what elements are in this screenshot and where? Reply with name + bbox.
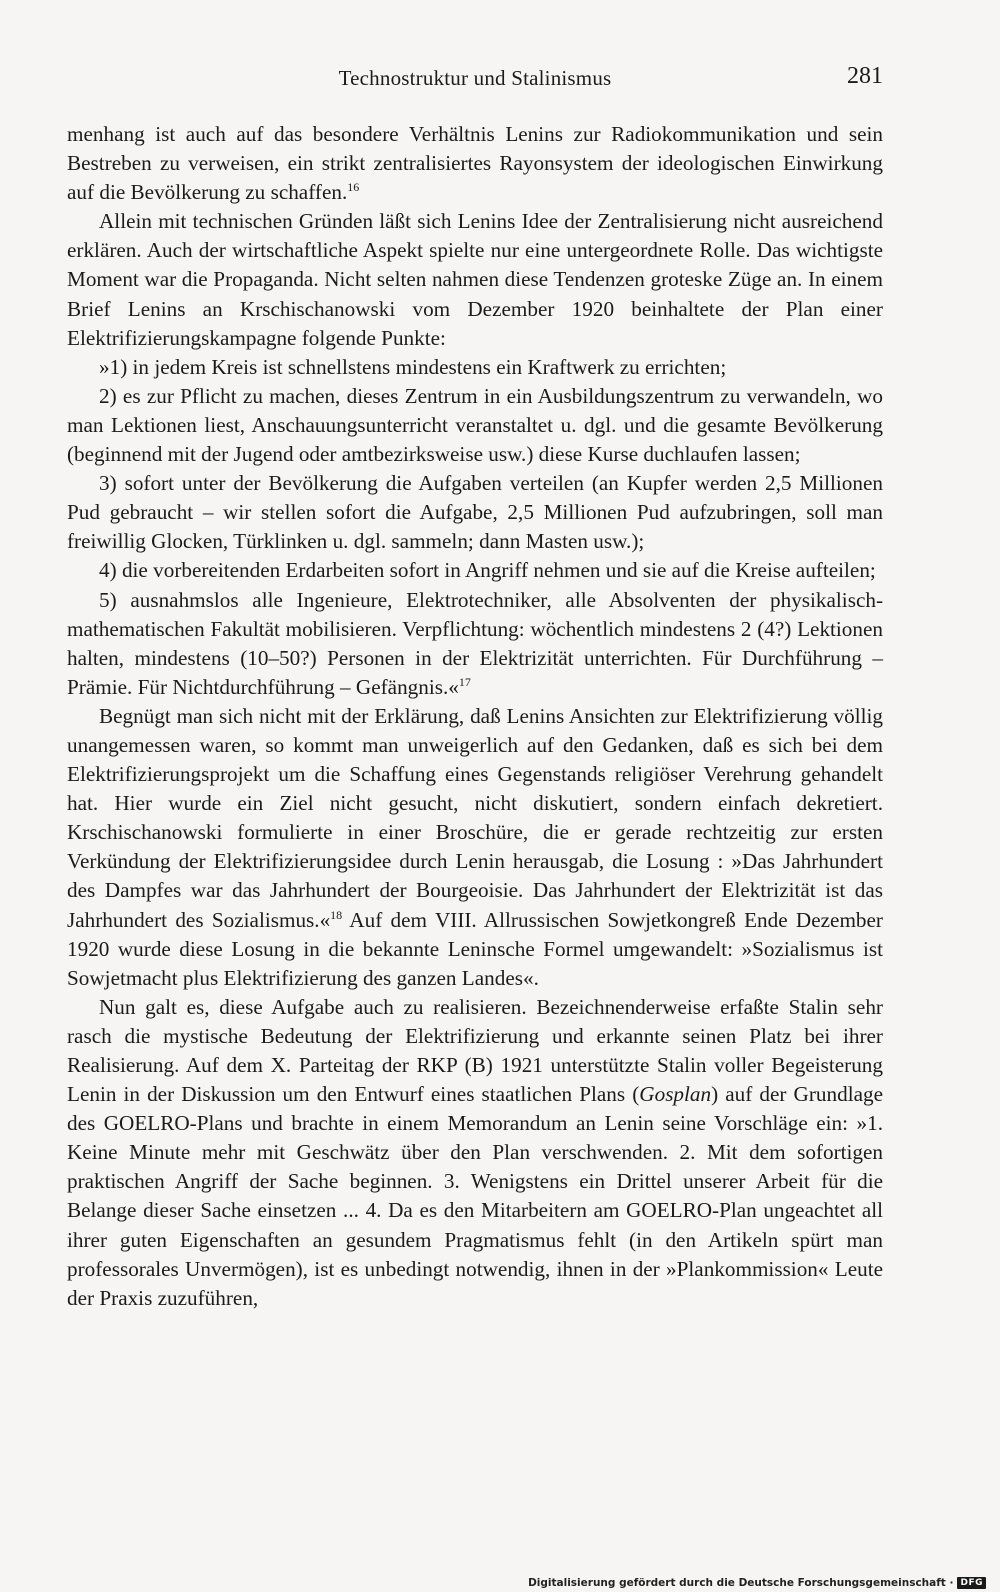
digitization-credit <box>528 1577 986 1589</box>
page-number: 281 <box>847 63 883 89</box>
paragraph: Allein mit technischen Gründen läßt sich Lenins Idee der Zentralisierung nicht ausreichend erklären. Auch der wirtschaftliche Aspekt spielte nur eine untergeordnete Rolle. Das wichtigste Moment war die Propaganda. Nicht selten nahmen diese Tendenzen groteske Züge an. In einem Brief Lenins an Krschischanowski vom Dezember 1920 beinhaltete der Plan einer Elektrifizierungskampagne folgende Punkte: <box>67 209 883 350</box>
footnote-ref-17[interactable]: 17 <box>458 674 471 689</box>
paragraph: Nun galt es, diese Aufgabe auch zu realisieren. Bezeichnenderweise erfaßte Stalin sehr rasch die mystische Bedeutung der Elektrifizierung und erkannte seinen Platz bei ihrer Realisierung. Auf dem X. Parteitag der RKP (B) 1921 unterstützte Stalin voller Begeisterung Lenin in der Diskussion um den Entwurf eines staatlichen Plans (Gosplan) auf der Grundlage des GOELRO-Plans und brachte in einem Memorandum an Lenin seine Vorschläge ein: »1. Keine Minute mehr mit Geschwätz über den Plan verschwenden. 2. Mit dem sofortigen praktischen Angriff der Sache beginnen. 3. Wenigstens ein Drittel unserer Arbeit für die Belange dieser Sache einsetzen ... 4. Da es den Mitarbeitern am GOELRO-Plan ungeachtet all ihrer guten Eigenschaften an gesundem Pragmatismus fehlt (in den Artikeln spürt man professorales Unvermögen), ist es unbedingt notwendig, ihnen in der »Plankommission« Leute der Praxis zuzuführen, <box>67 994 883 1310</box>
footnote-ref-16[interactable]: 16 <box>347 180 360 195</box>
quote-item-3: 3) sofort unter der Bevölkerung die Aufgaben verteilen (an Kupfer werden 2,5 Millionen Pud gebraucht – wir stellen sofort die Aufgabe, 2,5 Millionen Pud aufzubringen, soll man freiwillig Glocken, Türklinken u. dgl. sammeln; dann Masten usw.); <box>67 471 883 554</box>
footnote-ref-18[interactable]: 18 <box>330 907 343 922</box>
italic-term: Gosplan <box>639 1082 712 1107</box>
quote-item-1: »1) in jedem Kreis ist schnellstens mindestens ein Kraftwerk zu errichten; <box>99 354 727 379</box>
paragraph: Begnügt man sich nicht mit der Erklärung, daß Lenins Ansichten zur Elektrifizierung völlig unangemessen waren, so kommt man unweigerlich auf den Gedanken, daß es sich bei dem Elektrifizierungsprojekt um die Schaffung eines Gegenstands religiöser Verehrung gehandelt hat. Hier wurde ein Ziel nicht gesucht, nicht diskutiert, sondern einfach dekretiert. Krschischanowski formulierte in einer Broschüre, die er gerade rechtzeitig zur ersten Verkündung der Elektrifizierungsidee durch Lenin herausgab, die Losung : »Das Jahrhundert des Dampfes war das Jahrhundert der Bourgeoisie. Das Jahrhundert der Elektrizität ist das Jahrhundert des Sozialismus.«$^{18}$ Auf dem VIII. Allrussischen Sowjetkongreß Ende Dezember 1920 wurde diese Losung in die bekannte Leninsche Formel umgewandelt: »Sozialismus ist Sowjetmacht plus Elektrifizierung des ganzen Landes«. <box>67 703 883 990</box>
quote-item-5: 5) ausnahmslos alle Ingenieure, Elektrotechniker, alle Absolventen der physikalisch-mathematischen Fakultät mobilisieren. Verpflichtung: wöchentlich mindestens 2 (4?) Lektionen halten, mindestens (10–50?) Personen in der Elektrizität unterrichten. Für Durchführung – Prämie. Für Nichtdurchführung – Gefängnis.«$^{17}$ <box>67 587 883 699</box>
paragraph-continued: menhang ist auch auf das besondere Verhältnis Lenins zur Radiokommunikation und sein Bestreben zu verweisen, ein strikt zentralisiertes Rayonsystem der ideologischen Einwirkung auf die Bevölkerung zu schaffen.$^{16}$ <box>67 122 883 205</box>
quote-item-2: 2) es zur Pflicht zu machen, dieses Zentrum in ein Ausbildungszentrum zu verwandeln, wo man Lektionen liest, Anschauungsunterricht veranstaltet u. dgl. und die gesamte Bevölkerung (beginnend mit der Jugend oder amtbezirksweise usw.) diese Kurse duchlaufen lassen; <box>67 383 883 467</box>
credit-text: Digitalisierung gefördert durch die Deutsche Forschungsgemeinschaft · <box>528 1577 954 1589</box>
body-text <box>67 120 883 1313</box>
dfg-logo: DFG <box>957 1577 986 1589</box>
running-title: Technostruktur und Stalinismus <box>338 66 612 90</box>
quote-item-4: 4) die vorbereitenden Erdarbeiten sofort in Angriff nehmen und sie auf die Kreise aufteilen; <box>99 558 876 583</box>
running-header <box>67 58 883 102</box>
book-page <box>67 58 883 1488</box>
